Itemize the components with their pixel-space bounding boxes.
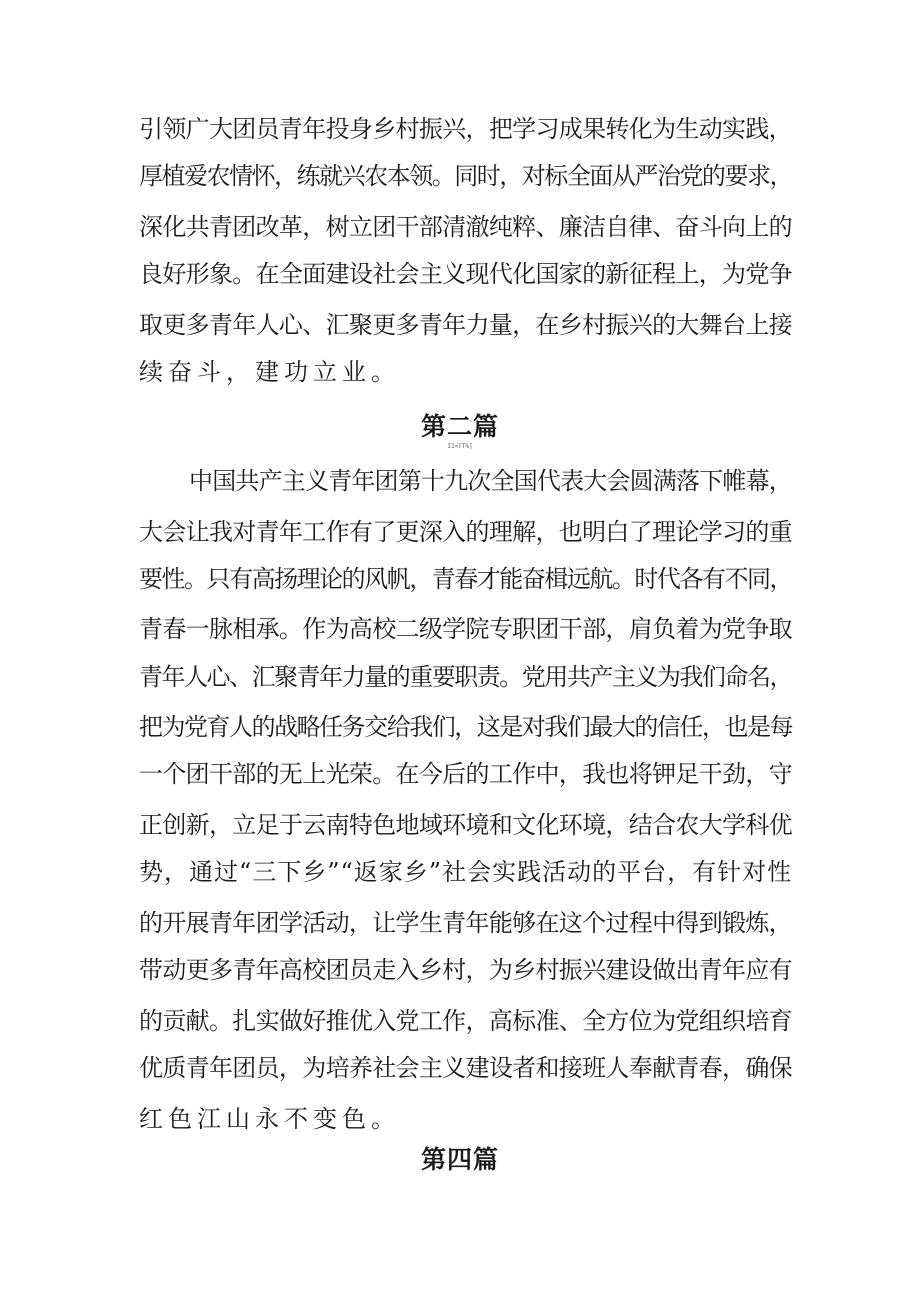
paragraph-line: 势，通过“三下乡”“返家乡”社会实践活动的平台，有针对性 xyxy=(139,858,793,886)
scan-artifact-mark: I1<TT%] xyxy=(447,443,473,450)
paragraph-line: 良好形象。在全面建设社会主义现代化国家的新征程上，为党争 xyxy=(139,260,792,288)
paragraph-line: 的贡献。扎实做好推优入党工作，高标准、全方位为党组织培育 xyxy=(139,1007,792,1035)
paragraph-line: 带动更多青年高校团员走入乡村，为乡村振兴建设做出青年应有 xyxy=(139,956,792,984)
paragraph-line: 深化共青团改革，树立团干部清澈纯粹、廉洁自律、奋斗向上的 xyxy=(139,213,792,241)
paragraph-line: 厚植爱农情怀，练就兴农本领。同时，对标全面从严治党的要求， xyxy=(139,162,792,190)
paragraph-line: 大会让我对青年工作有了更深入的理解，也明白了理论学习的重 xyxy=(139,518,792,546)
paragraph-line: 把为党育人的战略任务交给我们，这是对我们最大的信任，也是每 xyxy=(139,713,792,741)
paragraph-line: 取更多青年人心、汇聚更多青年力量，在乡村振兴的大舞台上接 xyxy=(139,311,792,339)
paragraph-line: 一个团干部的无上光荣。在今后的工作中，我也将钾足干劲，守 xyxy=(139,760,792,788)
section-2-heading: 第二篇 xyxy=(420,412,499,441)
paragraph-line: 红色江山永不变色。 xyxy=(139,1105,400,1133)
paragraph-line: 中国共产主义青年团第十九次全国代表大会圆满落下帷幕， xyxy=(189,467,792,495)
section-4-heading: 第四篇 xyxy=(420,1145,499,1174)
paragraph-line: 引领广大团员青年投身乡村振兴，把学习成果转化为生动实践， xyxy=(139,115,792,143)
paragraph-line: 青年人心、汇聚青年力量的重要职责。党用共产主义为我们命名， xyxy=(139,663,792,691)
paragraph-line: 优质青年团员，为培养社会主义建设者和接班人奉献青春，确保 xyxy=(139,1054,792,1082)
paragraph-line: 要性。只有高扬理论的风帆，青春才能奋楫远航。时代各有不同， xyxy=(139,565,792,593)
paragraph-line: 青春一脉相承。作为高校二级学院专职团干部，肩负着为党争取 xyxy=(139,615,792,643)
paragraph-line: 正创新，立足于云南特色地域环境和文化环境，结合农大学科优 xyxy=(139,811,792,839)
paragraph-line: 续奋斗，建功立业。 xyxy=(139,358,400,386)
paragraph-line: 的开展青年团学活动，让学生青年能够在这个过程中得到锻炼， xyxy=(139,909,792,937)
